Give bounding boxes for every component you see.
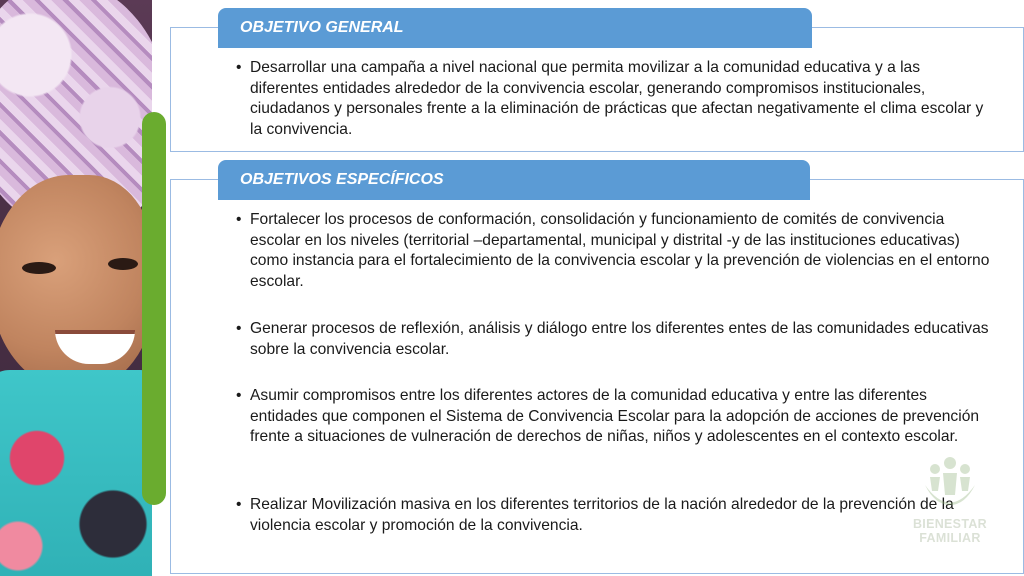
objetivo-especifico-item: • Asumir compromisos entre los diferentes actores de la comunidad educativa y entre las diferentes entidades que componen el Sistema de Convivencia Escolar para la adopción de acciones de prevención frente a situaciones de vulneración de derechos de niñas, niños y adolescentes en el contexto escolar.	[236, 387, 980, 445]
child-photo	[0, 0, 152, 576]
bullet-icon: •	[236, 387, 242, 404]
bienestar-familiar-logo	[905, 455, 995, 550]
objetivo-especifico-item: • Fortalecer los procesos de conformación, consolidación y funcionamiento de comités de convivencia escolar en los niveles (territorial –departamental, municipal y distrital -y de las instituciones educativas) como instancia para el fortalecimiento de la convivencia escolar y la prevención de violencias en el entorno escolar.	[236, 211, 990, 290]
objetivo-especifico-item: • Realizar Movilización masiva en los diferentes territorios de la nación alrededor de la prevención de la violencia escolar y promoción de la convivencia.	[236, 496, 954, 534]
objetivo-general-text: • Desarrollar una campaña a nivel nacional que permita movilizar a la comunidad educativa y a las diferentes entidades alrededor de la convivencia escolar, generando compromisos institucionales, ciudadanos y personales frente a la eliminación de prácticas que afectan negativamente el clima escolar y la convivencia.	[236, 59, 984, 138]
objetivo-general-header: OBJETIVO GENERAL	[218, 8, 812, 48]
photo-eye-right	[108, 258, 138, 270]
bullet-icon: •	[236, 496, 242, 513]
photo-shirt	[0, 370, 152, 576]
photo-eye-left	[22, 262, 56, 274]
logo-text: BIENESTAR FAMILIAR	[912, 517, 987, 545]
bullet-icon: •	[236, 211, 242, 228]
family-icon	[905, 455, 995, 515]
objetivo-especifico-item: • Generar procesos de reflexión, análisis y diálogo entre los diferentes entes de las comunidades educativas sobre la convivencia escolar.	[236, 320, 989, 358]
objetivos-especificos-header: OBJETIVOS ESPECÍFICOS	[218, 160, 810, 200]
bullet-icon: •	[236, 59, 242, 76]
bullet-icon: •	[236, 320, 242, 337]
green-accent-bar	[142, 112, 166, 505]
